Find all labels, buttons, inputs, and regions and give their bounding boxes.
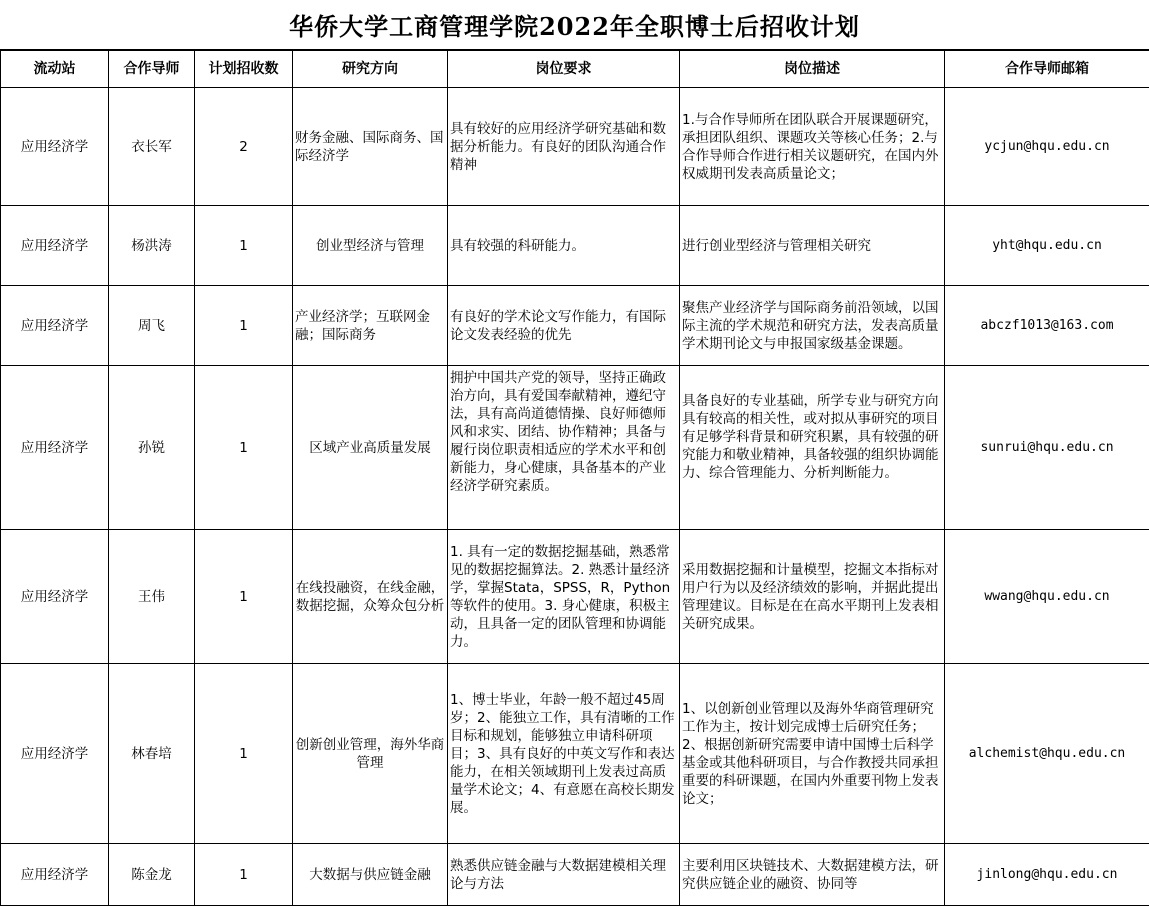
cell-email: sunrui@hqu.edu.cn [945, 366, 1149, 530]
cell-email: wwang@hqu.edu.cn [945, 530, 1149, 664]
table-row [1, 844, 1149, 906]
cell-email: alchemist@hqu.edu.cn [945, 664, 1149, 844]
cell-direction: 创业型经济与管理 [293, 206, 448, 286]
cell-requirement: 拥护中国共产党的领导，坚持正确政治方向，具有爱国奉献精神，遵纪守法，具有高尚道德情操、良好师德师风和求实、团结、协作精神；具备与履行岗位职责相适应的学术水平和创新能力，身心健康，具备基本的产业经济学研究素质。 [448, 366, 680, 530]
cell-count: 1 [195, 664, 293, 844]
header-direction: 研究方向 [293, 51, 448, 88]
cell-description: 主要利用区块链技术、大数据建模方法，研究供应链企业的融资、协同等 [680, 844, 945, 906]
cell-advisor: 杨洪涛 [109, 206, 195, 286]
table-row [1, 530, 1149, 664]
cell-station: 应用经济学 [1, 366, 109, 530]
cell-direction: 区域产业高质量发展 [293, 366, 448, 530]
cell-station: 应用经济学 [1, 88, 109, 206]
cell-direction: 大数据与供应链金融 [293, 844, 448, 906]
header-email: 合作导师邮箱 [945, 51, 1149, 88]
cell-requirement: 1、博士毕业，年龄一般不超过45周岁；2、能独立工作，具有清晰的工作目标和规划，能够独立申请科研项目；3、具有良好的中英文写作和表达能力，在相关领域期刊上发表过高质量学术论文；4、有意愿在高校长期发展。 [448, 664, 680, 844]
cell-direction: 财务金融、国际商务、国际经济学 [293, 88, 448, 206]
header-advisor: 合作导师 [109, 51, 195, 88]
cell-email: abczf1013@163.com [945, 286, 1149, 366]
cell-direction: 创新创业管理，海外华商管理 [293, 664, 448, 844]
cell-station: 应用经济学 [1, 844, 109, 906]
cell-requirement: 有良好的学术论文写作能力，有国际论文发表经验的优先 [448, 286, 680, 366]
cell-description: 具备良好的专业基础，所学专业与研究方向具有较高的相关性，或对拟从事研究的项目有足够学科背景和研究积累，具有较强的研究能力和敬业精神，具备较强的组织协调能力、综合管理能力、分析判断能力。 [680, 366, 945, 530]
cell-count: 1 [195, 206, 293, 286]
cell-requirement: 1. 具有一定的数据挖掘基础，熟悉常见的数据挖掘算法。2. 熟悉计量经济学，掌握Stata，SPSS，R，Python等软件的使用。3. 身心健康，积极主动，且具备一定的团队管理和协调能力。 [448, 530, 680, 664]
table-row [1, 366, 1149, 530]
cell-description: 1.与合作导师所在团队联合开展课题研究，承担团队组织、课题攻关等核心任务；2.与合作导师合作进行相关议题研究，在国内外权威期刊发表高质量论文； [680, 88, 945, 206]
cell-requirement: 熟悉供应链金融与大数据建模相关理论与方法 [448, 844, 680, 906]
cell-station: 应用经济学 [1, 206, 109, 286]
table-row [1, 88, 1149, 206]
cell-direction: 产业经济学；互联网金融；国际商务 [293, 286, 448, 366]
cell-count: 1 [195, 530, 293, 664]
cell-advisor: 王伟 [109, 530, 195, 664]
cell-station: 应用经济学 [1, 530, 109, 664]
cell-description: 进行创业型经济与管理相关研究 [680, 206, 945, 286]
cell-count: 1 [195, 366, 293, 530]
table-row [1, 664, 1149, 844]
cell-description: 1、以创新创业管理以及海外华商管理研究工作为主，按计划完成博士后研究任务；2、根据创新研究需要申请中国博士后科学基金或其他科研项目，与合作教授共同承担重要的科研课题，在国内外重要刊物上发表论文； [680, 664, 945, 844]
cell-advisor: 衣长军 [109, 88, 195, 206]
cell-email: ycjun@hqu.edu.cn [945, 88, 1149, 206]
header-description: 岗位描述 [680, 51, 945, 88]
cell-description: 聚焦产业经济学与国际商务前沿领域，以国际主流的学术规范和研究方法，发表高质量学术期刊论文与申报国家级基金课题。 [680, 286, 945, 366]
cell-direction: 在线投融资，在线金融，数据挖掘，众筹众包分析 [293, 530, 448, 664]
cell-advisor: 周飞 [109, 286, 195, 366]
cell-requirement: 具有较好的应用经济学研究基础和数据分析能力。有良好的团队沟通合作精神 [448, 88, 680, 206]
cell-advisor: 林春培 [109, 664, 195, 844]
recruitment-table [0, 50, 1149, 906]
header-row [1, 51, 1149, 88]
cell-station: 应用经济学 [1, 664, 109, 844]
table-row [1, 286, 1149, 366]
header-count: 计划招收数 [195, 51, 293, 88]
cell-email: jinlong@hqu.edu.cn [945, 844, 1149, 906]
cell-station: 应用经济学 [1, 286, 109, 366]
header-requirement: 岗位要求 [448, 51, 680, 88]
cell-email: yht@hqu.edu.cn [945, 206, 1149, 286]
table-row [1, 206, 1149, 286]
cell-count: 2 [195, 88, 293, 206]
cell-count: 1 [195, 844, 293, 906]
cell-count: 1 [195, 286, 293, 366]
cell-description: 采用数据挖掘和计量模型，挖掘文本指标对用户行为以及经济绩效的影响，并据此提出管理建议。目标是在在高水平期刊上发表相关研究成果。 [680, 530, 945, 664]
cell-advisor: 陈金龙 [109, 844, 195, 906]
cell-requirement: 具有较强的科研能力。 [448, 206, 680, 286]
page-title: 华侨大学工商管理学院2022年全职博士后招收计划 [0, 0, 1149, 50]
header-station: 流动站 [1, 51, 109, 88]
cell-advisor: 孙锐 [109, 366, 195, 530]
